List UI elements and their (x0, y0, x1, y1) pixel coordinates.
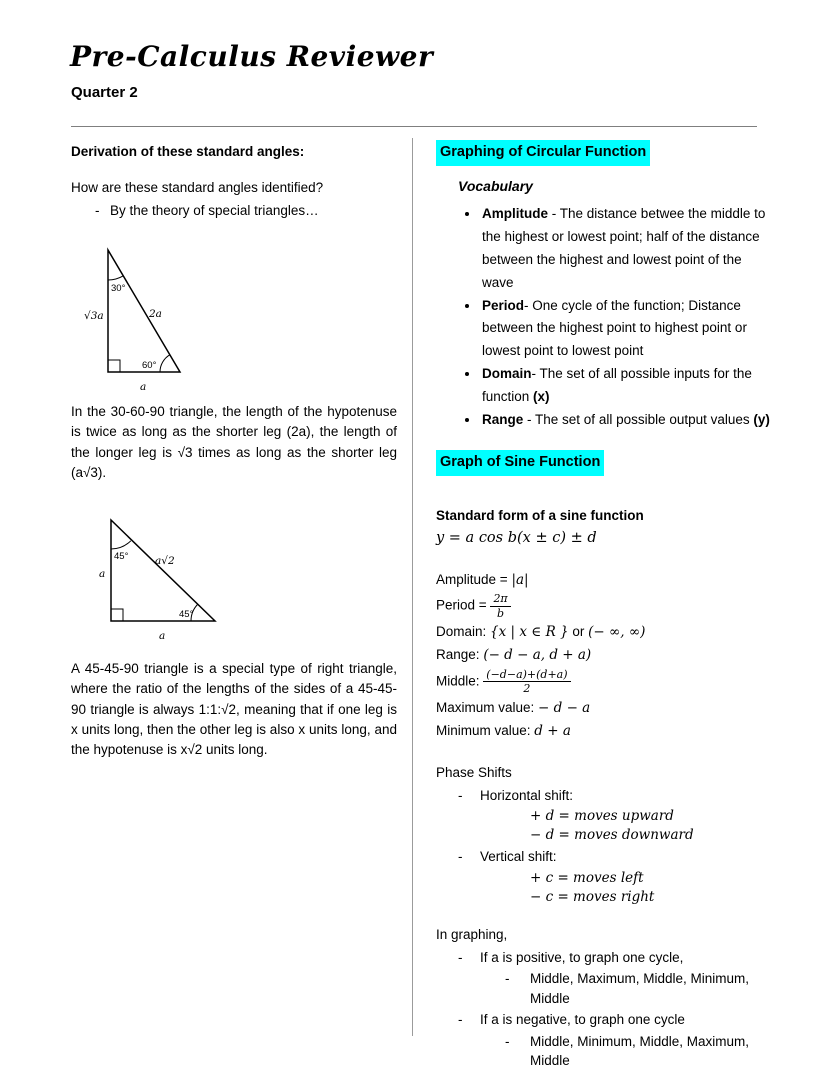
dash-bullet: - (458, 787, 463, 803)
vocab-separator: - (531, 366, 540, 382)
graphing-item-positive (436, 948, 770, 968)
dash-bullet: - (505, 1033, 510, 1049)
vocab-term: Range (482, 412, 524, 428)
triangle-30-60-90-diagram (83, 244, 223, 396)
graphing-item-negative (436, 1010, 770, 1030)
horizontal-shift-label: Horizontal shift: (480, 787, 574, 803)
vocab-term: Amplitude (482, 205, 548, 221)
vocabulary-list (436, 203, 770, 432)
vocab-item-domain (480, 363, 770, 409)
dash-bullet: - (95, 202, 100, 218)
vocab-suffix: (y) (753, 412, 770, 428)
horizontal-shift-rule-down: − d = moves downward (530, 827, 694, 844)
vocabulary-label: Vocabulary (458, 177, 533, 194)
top-angle-arc (111, 541, 131, 549)
bottom-angle-label: 45° (179, 609, 194, 621)
middle-denominator: 2 (523, 682, 531, 696)
amplitude-label: Amplitude = (436, 571, 508, 587)
vocab-separator: - (548, 205, 560, 221)
graphing-item-label: If a is positive, to graph one cycle, (480, 949, 684, 965)
maximum-label: Maximum value: (436, 699, 535, 715)
section-heading-graphing-circular-function: Graphing of Circular Function (436, 140, 650, 166)
left-side-label: a (99, 568, 106, 581)
page-subtitle: Quarter 2 (71, 84, 138, 101)
horizontal-shift-rule-up: + d = moves upward (530, 808, 674, 825)
minimum-property (436, 721, 770, 741)
left-heading: Derivation of these standard angles: (71, 144, 305, 159)
range-value: (− d − a, d + a) (483, 647, 592, 664)
base-label: a (159, 630, 166, 643)
amplitude-property (436, 570, 770, 590)
bottom-angle-label: 60° (142, 360, 157, 372)
vocab-definition: The distance betwee the middle to the highest or lowest point; half of the distance between the highest and lowest point of the wave (482, 205, 766, 290)
phase-shifts-heading: Phase Shifts (436, 765, 512, 781)
maximum-property (436, 698, 770, 718)
vocab-suffix: (x) (533, 389, 550, 405)
triangle-45-45-90-diagram (93, 515, 293, 645)
period-denominator: b (497, 606, 505, 620)
triangle-outline (111, 520, 215, 621)
question-text: How are these standard angles identified? (71, 180, 324, 196)
vocab-definition: The set of all possible output values (535, 412, 754, 428)
section-heading-graph-of-sine-function: Graph of Sine Function (436, 450, 604, 476)
amplitude-value: |a| (511, 571, 529, 588)
vocab-item-period (480, 295, 770, 364)
dash-bullet: - (458, 949, 463, 965)
minimum-value: d + a (534, 723, 571, 740)
standard-form-label: Standard form of a sine function (436, 507, 644, 523)
horizontal-shift-item (436, 786, 770, 806)
graphing-item-positive-order (436, 969, 770, 1008)
base-label: a (140, 381, 147, 394)
vertical-shift-item (436, 847, 770, 867)
standard-form-equation: y = a cos b(x ± c) ± d (436, 530, 597, 547)
range-label: Range: (436, 647, 480, 663)
middle-property (436, 669, 770, 695)
domain-or: or (568, 624, 589, 640)
top-angle-arc (108, 276, 123, 280)
sine-properties (436, 570, 770, 741)
hypotenuse-label: a√2 (155, 555, 175, 568)
period-label: Period = (436, 597, 487, 613)
left-side-label: √3a (84, 310, 104, 323)
domain-set: {x | x ∈ R } (490, 624, 569, 641)
hypotenuse-label: 2a (149, 308, 162, 321)
maximum-value: − d − a (538, 699, 591, 716)
vertical-shift-rule-right: − c = moves right (530, 889, 655, 906)
right-angle-marker (111, 609, 123, 621)
graphing-order-text: Middle, Minimum, Middle, Maximum, Middle (530, 1033, 750, 1069)
top-angle-label: 30° (111, 283, 126, 295)
vertical-shift-rule-left: + c = moves left (530, 870, 644, 886)
dash-bullet: - (458, 849, 463, 865)
vocab-item-range (480, 409, 770, 432)
period-numerator: 2π (490, 593, 510, 607)
period-fraction (490, 593, 510, 619)
graphing-item-label: If a is negative, to graph one cycle (480, 1012, 685, 1028)
right-angle-marker (108, 360, 120, 372)
period-property (436, 593, 770, 619)
top-angle-label: 45° (114, 551, 129, 563)
vocab-definition: One cycle of the function; Distance between the highest point to highest point or lowest point to lowest point (482, 297, 747, 359)
in-graphing-heading: In graphing, (436, 927, 508, 943)
header-divider (71, 126, 757, 127)
vocab-term: Period (482, 297, 525, 313)
vertical-shift-label: Vertical shift: (480, 849, 557, 865)
minimum-label: Minimum value: (436, 723, 531, 739)
domain-interval: (− ∞, ∞) (588, 624, 646, 641)
middle-numerator: (−d−a)+(d+a) (483, 669, 570, 683)
answer-text: By the theory of special triangles… (110, 202, 319, 218)
triangle-outline (108, 250, 180, 372)
graphing-item-negative-order (436, 1032, 770, 1071)
vocab-separator: - (524, 297, 533, 313)
domain-property (436, 622, 770, 642)
paragraph-30-60-90: In the 30-60-90 triangle, the length of the hypotenuse is twice as long as the shorter leg (2a), the length of the longer leg is √3 times as long as the shorter leg (a√3). (71, 404, 397, 480)
domain-label: Domain: (436, 624, 487, 640)
answer-item (71, 201, 397, 221)
vocab-term: Domain (482, 366, 532, 382)
column-divider (412, 138, 413, 1036)
left-column (71, 142, 397, 760)
bottom-angle-arc (160, 355, 170, 372)
vocab-item-amplitude (480, 203, 770, 295)
middle-label: Middle: (436, 673, 480, 689)
vocab-definition: The set of all possible inputs for the function (482, 366, 752, 405)
paragraph-45-45-90: A 45-45-90 triangle is a special type of right triangle, where the ratio of the lengths of the sides of a 45-45-90 triangle is always 1:1:√2, meaning that if one leg is x units long, then the other leg is also x units long, and the hypotenuse is x√2 units long. (71, 661, 397, 758)
graphing-order-text: Middle, Maximum, Middle, Minimum, Middle (530, 971, 750, 1006)
right-column (436, 140, 770, 1071)
page-title: Pre-Calculus Reviewer (70, 40, 434, 73)
range-property (436, 645, 770, 665)
dash-bullet: - (505, 971, 510, 987)
dash-bullet: - (458, 1012, 463, 1028)
vocab-separator: - (523, 412, 536, 428)
middle-fraction (483, 669, 570, 695)
